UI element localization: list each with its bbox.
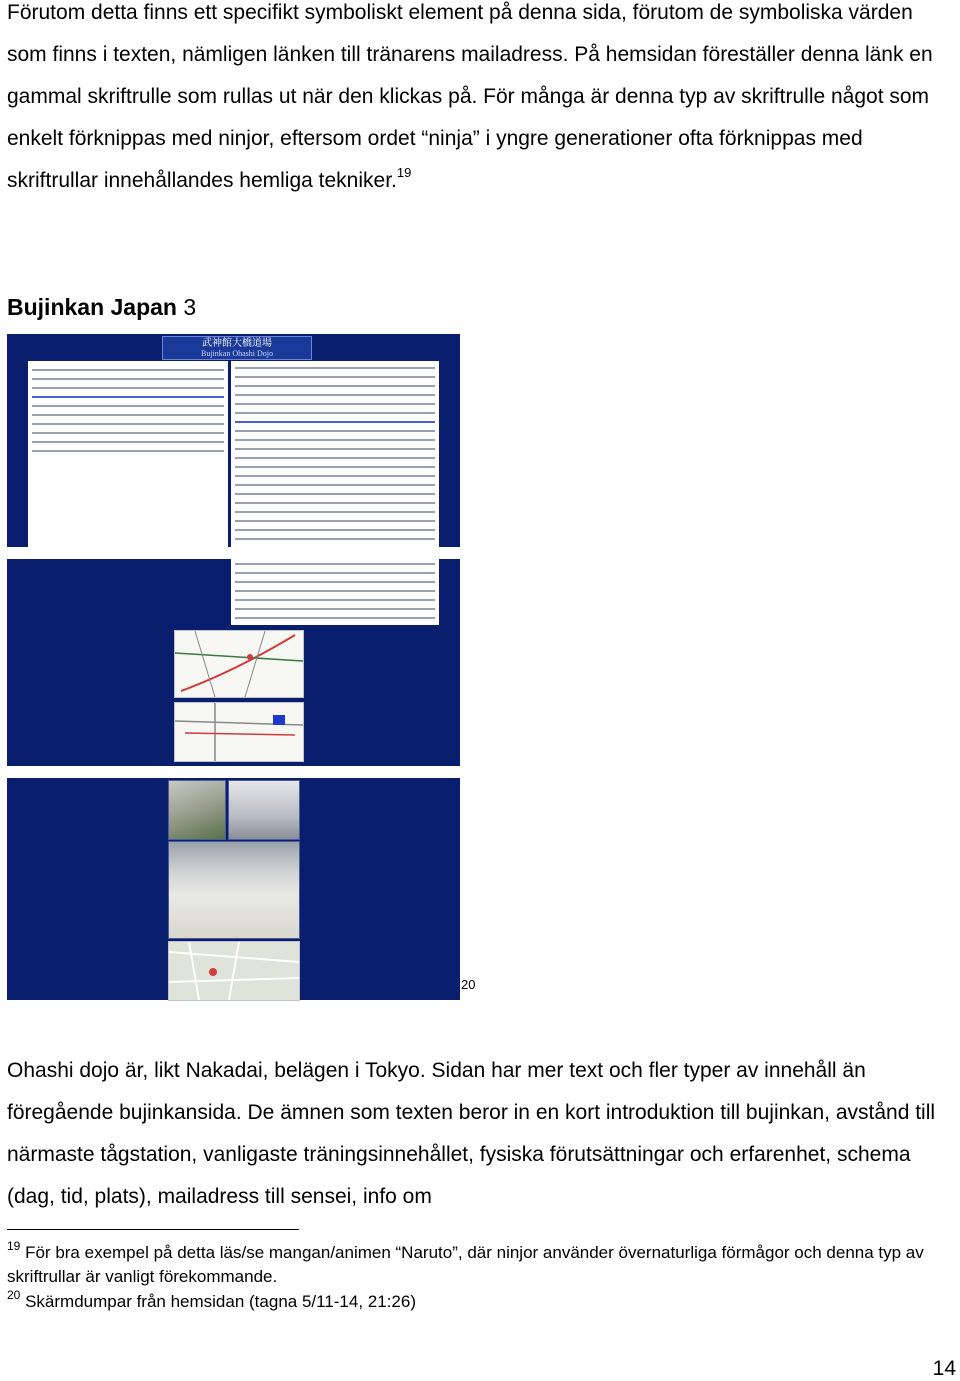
footnote-divider (7, 1229, 299, 1230)
area-map (168, 941, 300, 1001)
area-map-icon (169, 942, 299, 1000)
screenshot-gap-2 (7, 766, 460, 778)
dojo-photo-exterior (168, 780, 226, 840)
screenshot-gap (7, 547, 460, 559)
body-paragraph-1 (7, 0, 957, 202)
street-map (174, 702, 304, 762)
footnote-20-text: Skärmdumpar från hemsidan (tagna 5/11-14, 21:26) (25, 1292, 416, 1311)
footnote-20-number: 20 (7, 1288, 21, 1302)
right-text-panel-continued (231, 559, 439, 625)
street-map-icon (175, 703, 303, 761)
footnote-ref-19[interactable]: 19 (396, 165, 412, 180)
banner-japanese-title: 武神館大橋道場 (202, 338, 272, 349)
left-text-panel (28, 361, 228, 547)
footnote-20 (7, 1290, 947, 1314)
station-map-top (174, 630, 304, 698)
body-paragraph-2: Ohashi dojo är, likt Nakadai, belägen i Tokyo. Sidan har mer text och fler typer av innehåll än föregående bujinkansida. De ämnen som texten beror in en kort introduktion till bujinkan, avstånd till närmaste tågstation, vanligaste träningsinnehållet, fysiska förutsättningar och erfarenhet, schema (dag, tid, plats), mailadress till sensei, info om (7, 1059, 936, 1208)
footnote-19 (7, 1241, 947, 1289)
website-screenshot (7, 334, 460, 1000)
right-text-panel (231, 361, 439, 547)
page-number: 14 (932, 1357, 956, 1380)
dojo-banner (162, 336, 312, 360)
heading-text: Bujinkan Japan (7, 294, 177, 320)
section-heading (7, 287, 196, 327)
footnote-ref-20[interactable]: 20 (461, 977, 476, 992)
dojo-photo-entrance (228, 780, 300, 840)
banner-english-title: Bujinkan Ohashi Dojo (201, 349, 273, 358)
footnote-19-text: För bra exempel på detta läs/se mangan/animen “Naruto”, där ninjor använder övernaturliga förmågor och denna typ av skriftrullar är vanligt förekommande. (7, 1243, 924, 1286)
heading-number: 3 (183, 294, 197, 320)
dojo-photo-hall-interior (168, 841, 300, 939)
route-map-icon (175, 631, 303, 697)
footnote-19-number: 19 (7, 1239, 21, 1253)
paragraph-1-text: Förutom detta finns ett specifikt symboliskt element på denna sida, förutom de symboliska värden som finns i texten, nämligen länken till tränarens mailadress. På hemsidan föreställer denna länk en gammal skriftrulle som rullas ut när den klickas på. För många är denna typ av skriftrulle något som enkelt förknippas med ninjor, eftersom ordet “ninja” i yngre generationer ofta förknippas med skriftrullar innehållandes hemliga tekniker. (7, 1, 933, 192)
